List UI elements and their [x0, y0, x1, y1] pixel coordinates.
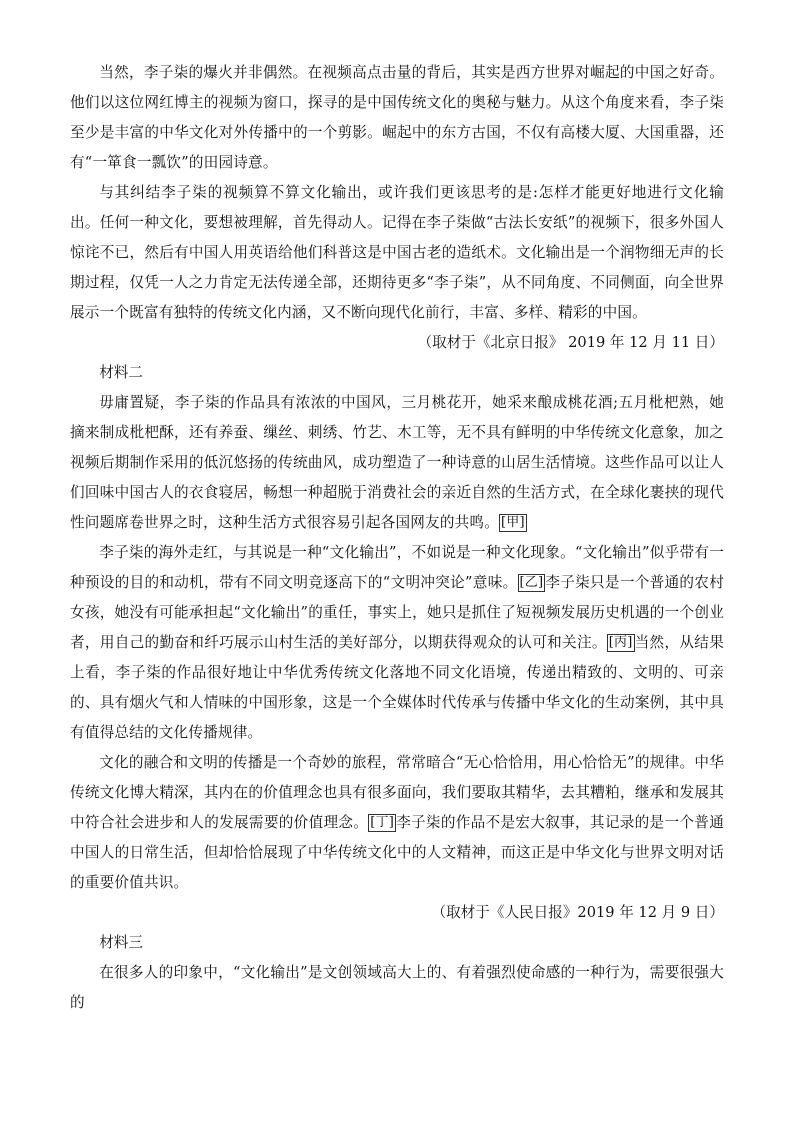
- paragraph-4: [70, 538, 724, 748]
- source-citation-1: （取材于《北京日报》 2019 年 12 月 11 日）: [417, 334, 724, 351]
- paragraph-1: 当然，李子柒的爆火并非偶然。在视频高点击量的背后，其实是西方世界对崛起的中国之好奇。他们以这位网红博主的视频为窗口，探寻的是中国传统文化的奥秘与魅力。从这个角度来看，李子柒至少是丰富的中华文化对外传播中的一个剪影。崛起中的东方古国，不仅有高楼大厦、大国重器，还有“一箪食一瓢饮”的田园诗意。: [70, 64, 724, 171]
- paragraph-4-text-b: 李子柒只是一个普通的农村女孩，她没有可能承担起“文化输出”的重任，事实上，她只是抓住了短视频发展历史机遇的一个创业者，用自己的勤奋和纤巧展示山村生活的美好部分，以期获得观众的认可和关注。: [70, 574, 724, 651]
- paragraph-4-text-c: 当然，从结果上看，李子柒的作品很好地让中华优秀传统文化落地不同文化语境，传递出精致的、文明的、可亲的、具有烟火气和人情味的中国形象，这是一个全媒体时代传承与传播中华文化的生动案例，其中具有值得总结的文化传播规律。: [70, 634, 724, 741]
- marker-yi: [乙]: [519, 575, 544, 590]
- marker-ding: [丁]: [370, 815, 394, 830]
- paragraph-3: [70, 388, 724, 538]
- paragraph-5: [70, 748, 724, 898]
- paragraph-5-text-b: 李子柒的作品不是宏大叙事，其记录的是一个普通中国人的日常生活，但却恰恰展现了中华传统文化中的人文精神，而这正是中华文化与世界文明对话的重要价值共识。: [70, 814, 724, 891]
- marker-jia: [甲]: [501, 515, 525, 530]
- material-2-heading: 材料二: [99, 364, 143, 381]
- paragraph-5-text-a: 文化的融合和文明的传播是一个奇妙的旅程，常常暗合“无心恰恰用，用心恰恰无”的规律。中华传统文化博大精深，其内在的价值理念也具有很多面向，我们要取其精华，去其糟粕，继承和发展其中符合社会进步和人的发展需要的价值理念。: [70, 754, 724, 831]
- paragraph-3-text: 毋庸置疑，李子柒的作品具有浓浓的中国风，三月桃花开，她采来酿成桃花酒;五月枇杷熟，她摘来制成枇杷酥，还有养蚕、缫丝、刺绣、竹艺、木工等，无不具有鲜明的中华传统文化意象，加之视频后期制作采用的低沉悠扬的传统曲风，成功塑造了一种诗意的山居生活情境。这些作品可以让人们回味中国古人的衣食寝居，畅想一种超脱于消费社会的亲近自然的生活方式，在全球化裹挟的现代性问题席卷世界之时，这种生活方式很容易引起各国网友的共鸣。: [70, 394, 724, 531]
- paragraph-2: 与其纠结李子柒的视频算不算文化输出，或许我们更该思考的是:怎样才能更好地进行文化输出。任何一种文化，要想被理解，首先得动人。记得在李子柒做“古法长安纸”的视频下，很多外国人惊诧不已，然后有中国人用英语给他们科普这是中国古老的造纸术。文化输出是一个润物细无声的长期过程，仅凭一人之力肯定无法传递全部，还期待更多“李子柒”，从不同角度、不同侧面，向全世界展示一个既富有独特的传统文化内涵，又不断向现代化前行，丰富、多样、精彩的中国。: [70, 184, 724, 321]
- paragraph-4-text-a: 李子柒的海外走红，与其说是一种“文化输出”，不如说是一种文化现象。“文化输出”似乎带有一种预设的目的和动机，带有不同文明竞逐高下的“文明冲突论”意味。: [70, 544, 724, 591]
- source-citation-2: （取材于《人民日报》2019 年 12 月 9 日）: [431, 904, 724, 921]
- material-3-heading: 材料三: [99, 934, 143, 951]
- marker-bing: [丙]: [608, 635, 633, 650]
- paragraph-6: 在很多人的印象中，“文化输出”是文创领域高大上的、有着强烈使命感的一种行为，需要很强大的: [70, 964, 724, 1011]
